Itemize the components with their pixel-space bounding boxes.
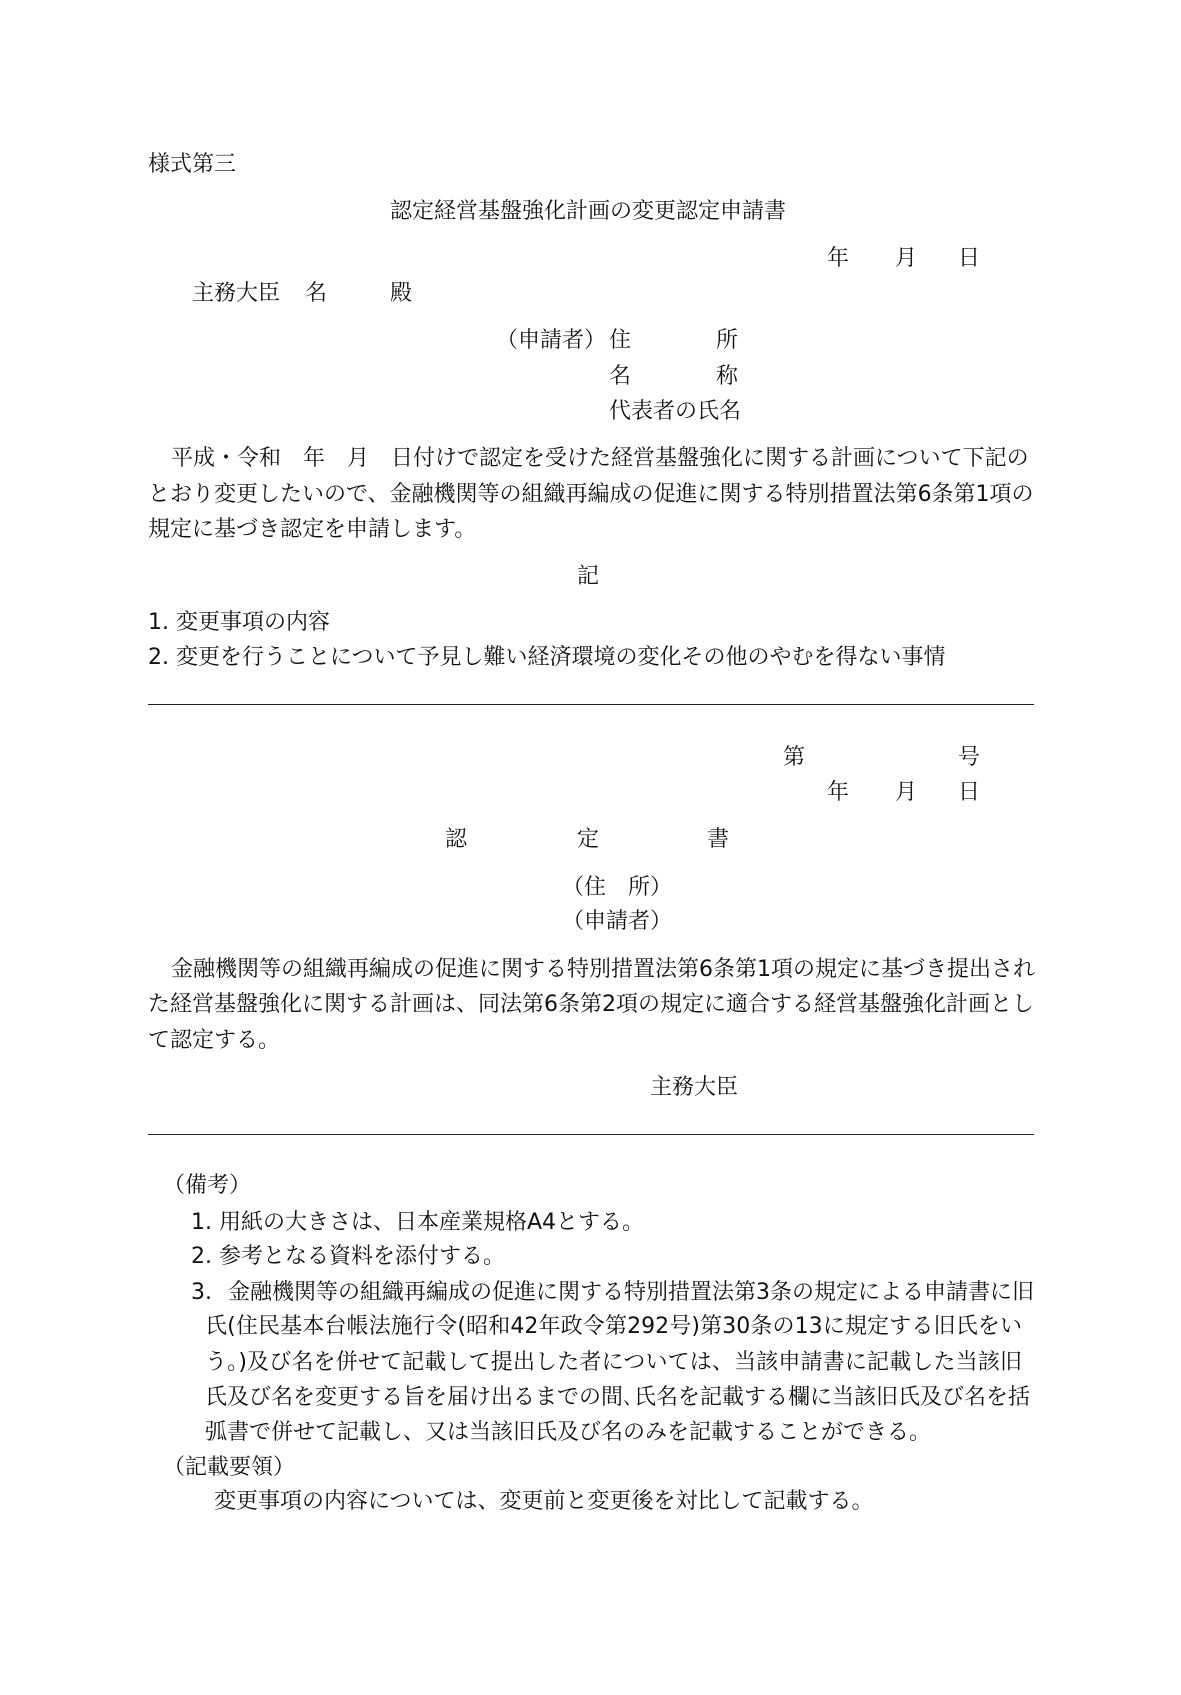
cert-number-go: 号 — [958, 745, 981, 770]
cert-title-2: 定 — [577, 827, 600, 852]
application-body-line: 規定に基づき認定を申請します。 — [148, 517, 477, 542]
applicant-name-2: 称 — [716, 364, 739, 389]
addressee-minister: 主務大臣 — [192, 281, 281, 306]
applicant-label: （申請者） — [496, 328, 607, 353]
cert-body-line: て認定する。 — [148, 1028, 281, 1053]
divider — [148, 704, 1034, 705]
note-3-line: う。)及び名を併せて記載して提出した者については、当該申請書に記載した当該旧 — [205, 1350, 1022, 1375]
applicant-address-2: 所 — [716, 328, 739, 353]
cert-title-1: 認 — [445, 827, 468, 852]
cert-body-line: 金融機関等の組織再編成の促進に関する特別措置法第6条第1項の規定に基づき提出され — [171, 957, 1035, 982]
application-body-line: とおり変更したいので、金融機関等の組織再編成の促進に関する特別措置法第6条第1項の — [148, 482, 1034, 507]
form-number: 様式第三 — [148, 152, 237, 177]
cert-number-dai: 第 — [783, 745, 806, 770]
application-body-line: 平成・令和 年 月 日付けで認定を受けた経営基盤強化に関する計画について下記の — [171, 446, 1029, 471]
addressee-honorific: 殿 — [390, 281, 413, 306]
applicant-address-1: 住 — [609, 328, 632, 353]
date-month: 月 — [895, 246, 918, 271]
divider — [148, 1134, 1034, 1135]
addressee-name: 名 — [305, 281, 328, 306]
note-2: 2. 参考となる資料を添付する。 — [191, 1244, 505, 1269]
cert-body-line: た経営基盤強化に関する計画は、同法第6条第2項の規定に適合する経営基盤強化計画とし — [148, 992, 1034, 1017]
cert-date-day: 日 — [958, 780, 981, 805]
guide-heading: （記載要領） — [163, 1455, 296, 1480]
note-3-number: 3. — [191, 1280, 212, 1305]
note-3-line: 氏及び名を変更する旨を届け出るまでの間､氏名を記載する欄に当該旧氏及び名を括 — [205, 1385, 1031, 1410]
cert-address: （住 所） — [562, 875, 673, 900]
date-year: 年 — [827, 246, 850, 271]
guide-text: 変更事項の内容については、変更前と変更後を対比して記載する。 — [214, 1489, 874, 1514]
note-1: 1. 用紙の大きさは、日本産業規格A4とする。 — [191, 1210, 645, 1235]
date-day: 日 — [958, 246, 981, 271]
applicant-name-1: 名 — [609, 364, 632, 389]
cert-issuer: 主務大臣 — [650, 1075, 739, 1100]
application-title: 認定経営基盤強化計画の変更認定申請書 — [390, 199, 787, 224]
note-3-line: 金融機関等の組織再編成の促進に関する特別措置法第3条の規定による申請書に旧 — [228, 1280, 1034, 1305]
item-1: 1. 変更事項の内容 — [148, 610, 330, 635]
cert-title-3: 書 — [707, 827, 730, 852]
note-3-line: 弧書で併せて記載し、又は当該旧氏及び名のみを記載することができる。 — [205, 1420, 932, 1445]
cert-date-month: 月 — [895, 780, 918, 805]
applicant-representative: 代表者の氏名 — [609, 399, 742, 424]
cert-applicant: （申請者） — [562, 909, 673, 934]
ki-heading: 記 — [577, 564, 600, 589]
notes-heading: （備考） — [163, 1173, 252, 1198]
cert-date-year: 年 — [827, 780, 850, 805]
item-2: 2. 変更を行うことについて予見し難い経済環境の変化その他のやむを得ない事情 — [148, 645, 946, 670]
note-3-line: 氏(住民基本台帳法施行令(昭和42年政令第292号)第30条の13に規定する旧氏をい — [205, 1314, 1022, 1339]
